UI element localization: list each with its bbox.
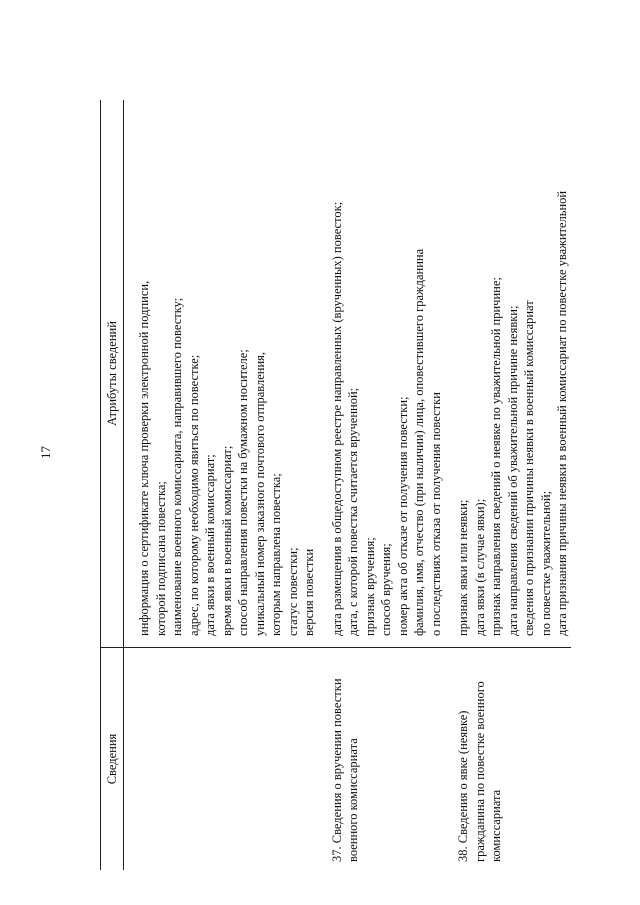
attribute-line: дата явки (в случае явки);	[472, 498, 487, 636]
table-header	[101, 100, 124, 870]
attribute-line: фамилия, имя, отчество (при наличии) лица, оповестившего гражданина	[412, 248, 426, 636]
attributes-table	[100, 100, 571, 870]
attribute-line: по повестке уважительной;	[538, 490, 553, 636]
row-attributes	[452, 100, 571, 648]
attribute-line: сведения о признании причины неявки в военный комиссариат	[522, 300, 536, 636]
attribute-line: признак явки или неявки;	[456, 499, 470, 636]
row-name: 38. Сведения о явке (неявке) гражданина по повестке военного комиссариата	[456, 681, 503, 862]
attribute-line: которым направлена повестка;	[269, 473, 283, 636]
header-col-attributes: Атрибуты сведений	[105, 321, 119, 426]
header-col-info: Сведения	[101, 647, 123, 870]
table-row	[326, 100, 445, 870]
attribute-line: дата направления сведений об уважительной причине неявки;	[505, 305, 520, 636]
attribute-line: информация о сертификате ключа проверки электронной подписи,	[137, 280, 151, 636]
attribute-line: дата признания причины неявки в военный комиссариат по повестке уважительной	[555, 190, 569, 636]
attribute-line: признак направления сведений о неявке по уважительной причине;	[489, 277, 503, 636]
attribute-line: номер акта об отказе от получения повестки;	[395, 396, 410, 636]
attribute-line: дата, с которой повестка считается врученной;	[346, 387, 360, 636]
row-name: 37. Сведения о вручении повестки военного комиссариата	[329, 678, 360, 862]
attribute-line: признак вручения;	[362, 537, 377, 636]
table-body	[124, 100, 571, 870]
attribute-line: статус повестки;	[285, 547, 300, 636]
attribute-line: дата явки в военный комиссариат;	[203, 454, 217, 636]
attribute-line: способ направления повестки на бумажном носителе;	[236, 349, 250, 636]
attribute-line: наименование военного комиссариата, направившего повестку;	[170, 297, 184, 636]
row-name	[124, 648, 318, 870]
attribute-line: о последствиях отказа от получения повестки	[428, 392, 443, 636]
attribute-line: которой подписана повестка;	[153, 481, 168, 636]
attribute-line: уникальный номер заказного почтового отправления,	[252, 351, 267, 636]
table-row	[124, 100, 318, 870]
table-row	[452, 100, 571, 870]
page-number: 17	[38, 446, 53, 459]
attribute-line: время явки в военный комиссариат;	[219, 445, 234, 636]
attribute-line: дата размещения в общедоступном реестре направленных (врученных) повесток;	[329, 201, 344, 636]
attribute-line: версия повестки	[302, 548, 316, 636]
attribute-line: адрес, по которому необходимо явиться по повестке;	[186, 354, 201, 636]
row-attributes	[124, 100, 318, 648]
row-attributes	[326, 100, 445, 648]
attribute-line: способ вручения;	[379, 543, 393, 636]
